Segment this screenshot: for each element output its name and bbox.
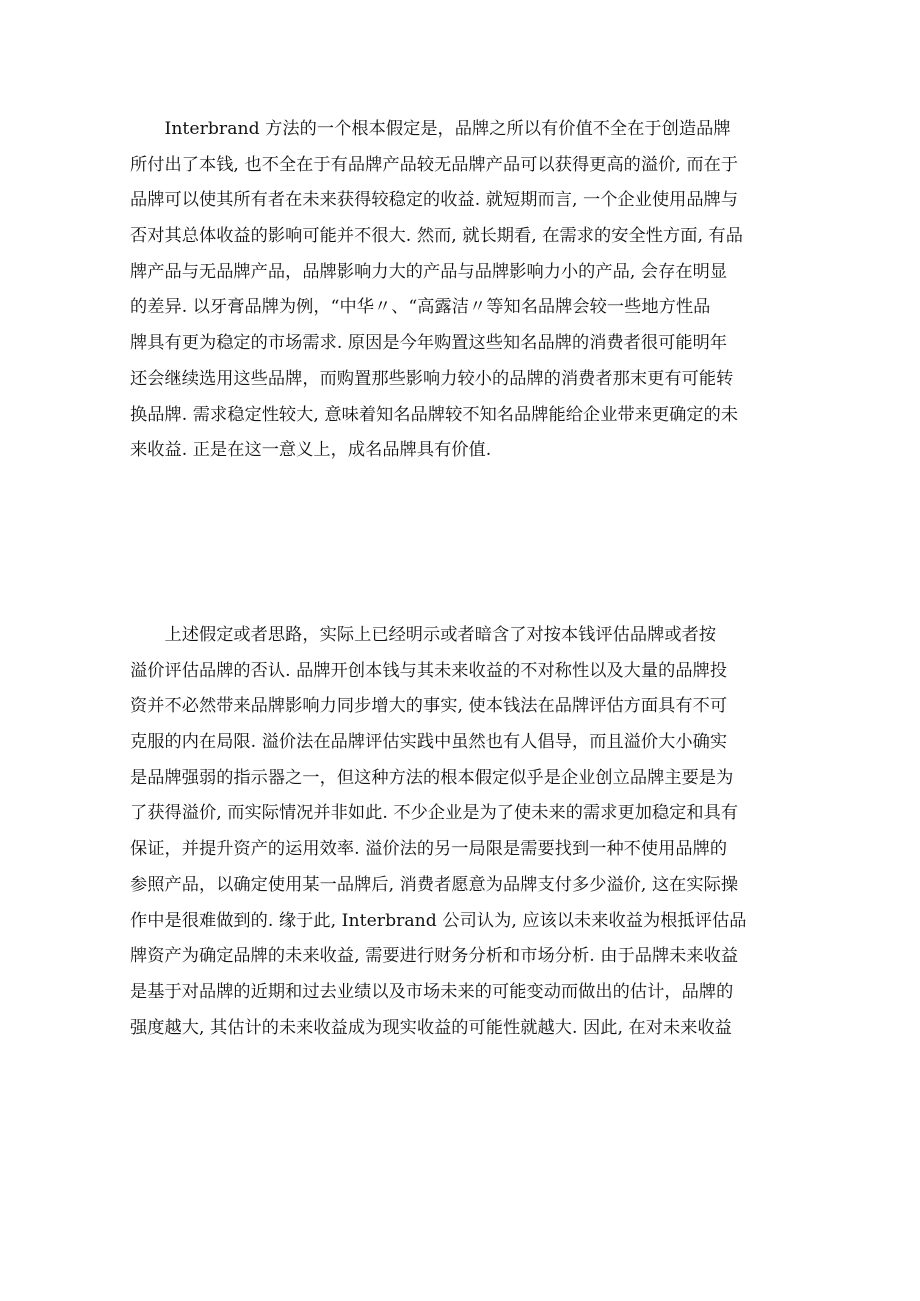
text-line: 保证，并提升资产的运用效率. 溢价法的另一局限是需要找到一种不使用品牌的 <box>130 839 728 860</box>
paragraph-2 <box>130 618 790 1046</box>
text-line: 强度越大, 其估计的未来收益成为现实收益的可能性就越大. 因此, 在对未来收益 <box>130 1017 732 1038</box>
text-line: 换品牌. 需求稳定性较大, 意味着知名品牌较不知名品牌能给企业带来更确定的未 <box>130 404 739 425</box>
text-line: 来收益. 正是在这一意义上，成名品牌具有价值. <box>130 440 492 461</box>
text-line: 牌产品与无品牌产品，品牌影响力大的产品与品牌影响力小的产品, 会存在明显 <box>130 261 728 282</box>
text-line: 品牌可以使其所有者在未来获得较稳定的收益. 就短期而言, 一个企业使用品牌与 <box>130 190 739 211</box>
text-line: 了获得溢价, 而实际情况并非如此. 不少企业是为了使未来的需求更加稳定和具有 <box>130 803 739 824</box>
paragraph-1 <box>130 112 790 469</box>
text-line: 作中是很难做到的. 缘于此, Interbrand 公司认为, 应该以未来收益为根抵评估品 <box>130 910 747 931</box>
text-line: 是品牌强弱的指示器之一，但这种方法的根本假定似乎是企业创立品牌主要是为 <box>130 767 734 788</box>
text-line: 克服的内在局限. 溢价法在品牌评估实践中虽然也有人倡导，而且溢价大小确实 <box>130 732 728 753</box>
text-line: 还会继续选用这些品牌，而购置那些影响力较小的品牌的消费者那末更有可能转 <box>130 368 734 389</box>
text-line: 是基于对品牌的近期和过去业绩以及市场未来的可能变动而做出的估计，品牌的 <box>130 981 734 1002</box>
text-line: 的差异. 以牙膏品牌为例，“中华〃、“高露洁〃等知名品牌会较一些地方性品 <box>130 297 711 318</box>
text-line: Interbrand 方法的一个根本假定是，品牌之所以有价值不全在于创造品牌 <box>130 119 731 139</box>
text-line: 资并不必然带来品牌影响力同步增大的事实, 使本钱法在品牌评估方面具有不可 <box>130 696 728 717</box>
text-line: 上述假定或者思路，实际上已经明示或者暗含了对按本钱评估品牌或者按 <box>130 625 717 645</box>
text-line: 牌资产为确定品牌的未来收益, 需要进行财务分析和市场分析. 由于品牌未来收益 <box>130 946 739 967</box>
text-line: 牌具有更为稳定的市场需求. 原因是今年购置这些知名品牌的消费者很可能明年 <box>130 333 728 354</box>
text-line: 否对其总体收益的影响可能并不很大. 然而, 就长期看, 在需求的安全性方面, 有品 <box>130 226 743 247</box>
text-line: 所付出了本钱, 也不全在于有品牌产品较无品牌产品可以获得更高的溢价, 而在于 <box>130 154 739 175</box>
text-line: 溢价评估品牌的否认. 品牌开创本钱与其未来收益的不对称性以及大量的品牌投 <box>130 660 728 681</box>
text-line: 参照产品，以确定使用某一品牌后, 消费者愿意为品牌支付多少溢价, 这在实际操 <box>130 874 739 895</box>
